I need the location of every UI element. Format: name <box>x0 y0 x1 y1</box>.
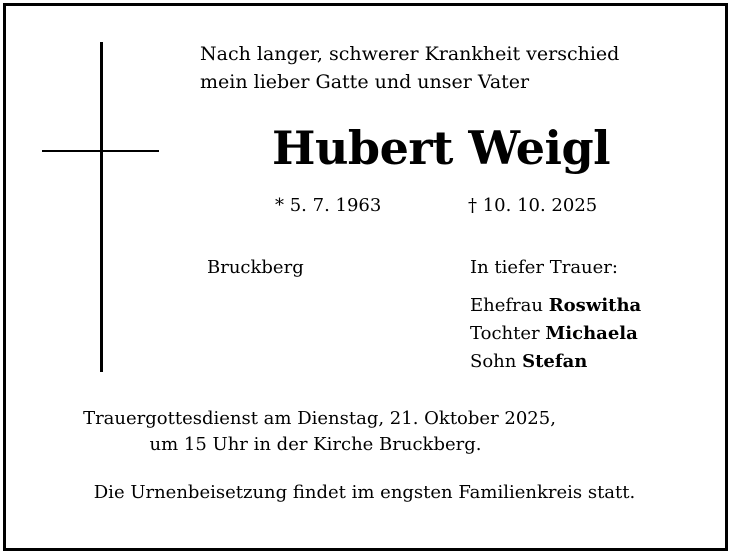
intro-line-2: mein lieber Gatte und unser Vater <box>200 71 530 93</box>
service-notice <box>0 406 729 458</box>
intro-text <box>200 40 619 96</box>
family-member-name: Stefan <box>522 351 588 372</box>
family-member-son <box>470 348 641 376</box>
family-member-name: Michaela <box>545 323 638 344</box>
family-member-name: Roswitha <box>548 295 642 316</box>
cross-vertical-bar <box>100 42 103 372</box>
place-name: Bruckberg <box>207 257 304 278</box>
cross-horizontal-bar <box>42 150 159 152</box>
urn-notice: Die Urnenbeisetzung findet im engsten Familienkreis statt. <box>93 482 636 503</box>
family-member-relation: Tochter <box>470 323 540 344</box>
deceased-name: Hubert Weigl <box>272 121 611 175</box>
family-member-wife <box>470 292 641 320</box>
mourners-label: In tiefer Trauer: <box>470 257 618 278</box>
intro-line-1: Nach langer, schwerer Krankheit verschied <box>200 43 620 65</box>
service-line-2: um 15 Uhr in der Kirche Bruckberg. <box>149 434 482 455</box>
birth-date: * 5. 7. 1963 <box>275 195 382 216</box>
family-member-relation: Sohn <box>470 351 517 372</box>
family-list <box>470 292 641 376</box>
family-member-relation: Ehefrau <box>470 295 543 316</box>
family-member-daughter <box>470 320 641 348</box>
death-date: † 10. 10. 2025 <box>468 195 598 216</box>
service-line-1: Trauergottesdienst am Dienstag, 21. Oktober 2025, <box>83 408 556 429</box>
